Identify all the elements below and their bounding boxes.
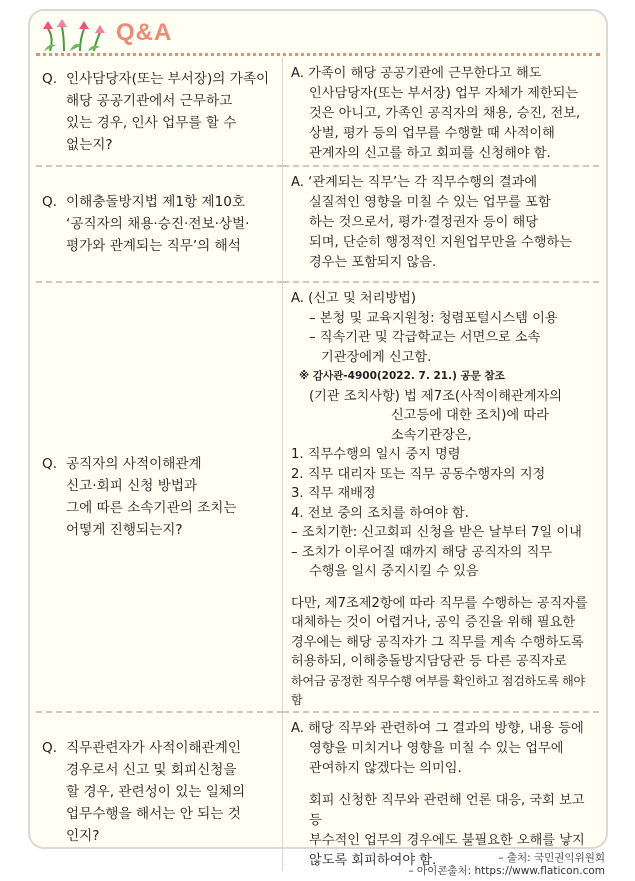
answer-cell xyxy=(283,58,600,166)
answer-line: 신고등에 대한 조치)에 따라 xyxy=(391,408,549,423)
answer-line: A. (신고 및 처리방법) xyxy=(291,291,417,306)
question-mark: Q. xyxy=(42,739,58,756)
answer-line: 소속기관장은, xyxy=(391,427,472,443)
answer-line: 경우에는 해당 공직자가 그 직무를 계속 수행하도록 xyxy=(291,634,584,650)
answer-line: (기관 조치사항) 법 제7조(사적이해관계자의 xyxy=(309,388,562,404)
answer-line: 상벌, 평가 등의 업무를 수행할 때 사적이해 xyxy=(309,126,555,141)
question-line: 업무수행을 해서는 안 되는 것 xyxy=(66,805,241,822)
icon-credit: – 아이콘출처: https://www.flaticon.com xyxy=(408,865,605,877)
question-line: 신고·회피 신청 방법과 xyxy=(66,477,198,494)
answer-line: 수행을 일시 중지시킬 수 있음 xyxy=(309,564,479,579)
answer-list-item: 1. 직무수행의 일시 중지 명령 xyxy=(291,447,461,462)
answer-line: 하여금 공정한 직무수행 여부를 확인하고 점검하도록 해야 함 xyxy=(291,673,585,707)
answer-line: 관여하지 않겠다는 의미임. xyxy=(309,760,462,776)
question-line: ‘공직자의 채용·승진·전보·상벌· xyxy=(66,216,250,232)
question-line: 이해충돌방지법 제1항 제10호 xyxy=(66,194,246,210)
question-line: 직무관련자가 사적이해관계인 xyxy=(66,739,242,756)
question-line: 인사담당자(또는 부서장)의 가족이 xyxy=(66,70,270,87)
qa-row xyxy=(36,166,599,282)
answer-cell xyxy=(283,712,600,871)
answer-cell xyxy=(283,282,600,712)
answer-line: 대체하는 것이 어렵거나, 공익 증진을 위해 필요한 xyxy=(291,615,576,630)
answer-line: 부수적인 업무의 경우에도 불필요한 오해를 낳지 xyxy=(309,832,585,848)
qa-header xyxy=(36,17,600,56)
answer-line: A. 가족이 해당 공공기관에 근무한다고 해도 xyxy=(291,66,542,81)
question-mark: Q. xyxy=(42,194,58,210)
question-line: 있는 경우, 인사 업무를 할 수 xyxy=(66,114,237,131)
answer-line: 것은 아니고, 가족인 공직자의 채용, 승진, 전보, xyxy=(309,106,581,121)
answer-line: 다만, 제7조제2항에 따라 직무를 수행하는 공직자를 xyxy=(291,595,588,611)
footer xyxy=(408,852,605,878)
answer-line: 영향을 미치거나 영향을 미칠 수 있는 업무에 xyxy=(309,740,564,756)
qa-row xyxy=(36,58,599,166)
flowers-icon xyxy=(40,17,110,53)
answer-line: 허용하되, 이해충돌방지담당관 등 다른 공직자로 xyxy=(291,654,567,669)
question-cell xyxy=(36,166,283,282)
answer-list-item: 2. 직무 대리자 또는 직무 공동수행자의 지정 xyxy=(291,466,546,482)
answer-line: 실질적인 영향을 미칠 수 있는 업무를 포함 xyxy=(309,195,551,210)
answer-line: 않도록 회피하여야 함. xyxy=(309,852,437,868)
question-line: 그에 따른 소속기관의 조치는 xyxy=(66,499,237,516)
question-line: 어떻게 진행되는지? xyxy=(66,521,183,538)
question-line: 할 경우, 관련성이 있는 일체의 xyxy=(66,783,246,800)
question-line: 경우로서 신고 및 회피신청을 xyxy=(66,761,237,778)
answer-line: 기관장에게 신고함. xyxy=(321,349,432,365)
answer-line: 하는 것으로서, 평가·결정권자 등이 해당 xyxy=(309,215,538,230)
answer-line: 경우는 포함되지 않음. xyxy=(309,255,437,270)
question-line: 공직자의 사적이해관계 xyxy=(66,455,202,472)
answer-line: A. ‘관계되는 직무’는 각 직무수행의 결과에 xyxy=(291,175,538,190)
answer-line: – 직속기관 및 각급학교는 서면으로 소속 xyxy=(309,330,541,345)
reference-note: ※ 감사관-4900(2022. 7. 21.) 공문 참조 xyxy=(299,370,505,382)
qa-row xyxy=(36,712,599,871)
qa-row xyxy=(36,282,599,712)
answer-cell xyxy=(283,166,600,282)
answer-line: 되며, 단순히 행정적인 지원업무만을 수행하는 xyxy=(309,235,573,250)
question-cell xyxy=(36,712,283,871)
source-credit: – 출처: 국민권익위원회 xyxy=(498,852,605,864)
answer-line: – 조치기한: 신고회피 신청을 받은 날부터 7일 이내 xyxy=(291,525,582,540)
question-mark: Q. xyxy=(42,70,58,87)
answer-line: 회피 신청한 직무와 관련해 언론 대응, 국회 보고 등 xyxy=(309,792,585,828)
answer-line: – 본청 및 교육지원청: 청렴포털시스템 이용 xyxy=(309,310,558,326)
question-line: 없는지? xyxy=(66,136,113,153)
answer-list-item: 4. 전보 중의 조치를 하여야 함. xyxy=(291,505,469,521)
answer-line: 관계자의 신고를 하고 회피를 신청해야 함. xyxy=(309,146,551,161)
question-mark: Q. xyxy=(42,455,58,472)
page-title: Q&A xyxy=(116,19,173,46)
answer-line: A. 해당 직무와 관련하여 그 결과의 방향, 내용 등에 xyxy=(291,720,584,736)
answer-line: 인사담당자(또는 부서장) 업무 자체가 제한되는 xyxy=(309,86,579,101)
question-line: 평가와 관계되는 직무’의 해석 xyxy=(66,238,241,254)
answer-list-item: 3. 직무 재배정 xyxy=(291,486,376,501)
question-cell xyxy=(36,58,283,166)
qa-table xyxy=(36,58,599,871)
answer-line: – 조치가 이루어질 때까지 해당 공직자의 직무 xyxy=(291,544,553,560)
question-line: 해당 공공기관에서 근무하고 xyxy=(66,92,233,109)
question-cell xyxy=(36,282,283,712)
question-line: 인지? xyxy=(66,827,100,844)
